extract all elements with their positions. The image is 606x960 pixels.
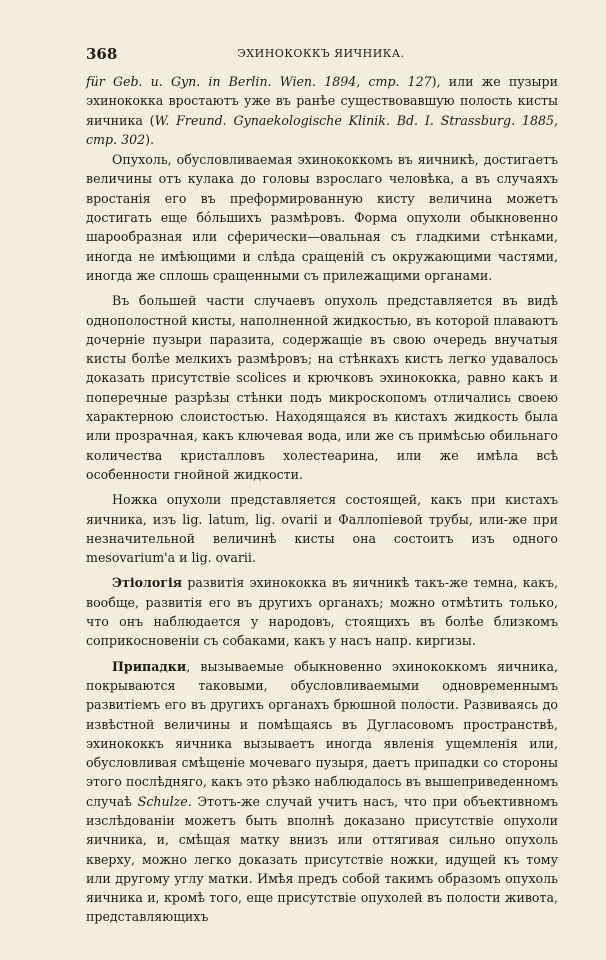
page-body <box>86 72 558 928</box>
page-header <box>86 44 556 64</box>
citation-text-2: ). <box>145 131 155 147</box>
paragraph-pedicle: Ножка опухоли представляется состоящей, какъ при кистахъ яичника, изъ lig. latum, lig. ovarii и Фаллопіевой трубы, или-же при незначительной величинѣ кисты она состоитъ изъ одного mesovarium'a и lig. ovarii. <box>86 492 558 566</box>
symptoms-text-2: . Этотъ-же случай учитъ насъ, что при объективномъ изслѣдованіи можетъ быть вполнѣ доказано присутствіе опухоли яичника, и, смѣщая матку внизъ или оттягивая сильно опухоль кверху, можно легко доказать присутствіе ножки, идущей къ тому или другому углу матки. Имѣя предъ собой такимъ образомъ опухоль яичника и, кромѣ того, еще присутствіе опухолей въ полости живота, представляющихъ <box>86 793 559 925</box>
paragraph-etiology <box>86 573 558 650</box>
paragraph-cyst-structure: Въ большей части случаевъ опухоль представляется въ видѣ однополостной кисты, наполненной жидкостью, въ которой плаваютъ дочерніе пузыри паразита, содержащіе въ свою очередь внучатыя кисты болѣе мелкихъ размѣровъ; на стѣнкахъ кистъ легко удавалось доказать присутствіе scolices и крючковъ эхинококка, равно какъ и поперечные разрѣзы стѣнки подъ микроскопомъ отличались своею характерною слоистостью. Находящаяся въ кистахъ жидкость была или прозрачная, какъ ключевая вода, или же съ примѣсью обильнаго количества кристалловъ холестеарина, или же имѣла всѣ особенности гнойной жидкости. <box>86 293 558 482</box>
symptoms-heading: Припадки <box>112 658 187 674</box>
paragraph-tumor-size: Опухоль, обусловливаемая эхинококкомъ въ яичникѣ, достигаетъ величины отъ кулака до головы взрослаго человѣка, а въ случаяхъ врoстанія его въ преформированную кисту величина можетъ достигать еще бóльшихъ размѣровъ. Форма опухоли обыкновенно шарообразная или сферически—овальная съ гладкими стѣнками, иногда не имѣющими и слѣда сращеній съ окружающими частями, иногда же сплошь сращенными съ прилежащими органами. <box>86 152 558 283</box>
page-number: 368 <box>86 45 118 63</box>
citation-text-1: ), или же пузыри эхинококка врoстаютъ уже въ ранѣе существовавшую полость кисты яичника ( <box>86 74 559 128</box>
running-title: ЭХИНОКОККЪ ЯИЧНИКА. <box>237 47 405 60</box>
paragraph-citation <box>86 72 558 149</box>
paragraph-symptoms <box>86 657 558 927</box>
symptoms-text-1: , вызываемые обыкновенно эхинококкомъ яичника, покрываются таковыми, обусловливаемыми одновременнымъ развитіемъ его въ другихъ органахъ брюшной полости. Развиваясь до извѣстной величины и помѣщаясь въ Дугласовомъ пространствѣ, эхинококкъ яичника вызываетъ иногда явленія ущемленія или, обусловливая смѣщеніе мочеваго пузыря, даетъ припадки со стороны этого послѣдняго, какъ это рѣзко наблюдалось въ вышеприведенномъ случаѣ <box>86 658 558 809</box>
citation-italic-1: für Geb. u. Gyn. in Berlin. Wien. 1894, стр. 127 <box>86 74 432 89</box>
citation-italic-2: W. Freund. Gynaekologische Klinik. Bd. I. Strassburg. 1885, стр. 302 <box>86 112 558 147</box>
etiology-heading: Этіологія <box>112 575 183 591</box>
etiology-text: развитія эхинококка въ яичникѣ такъ-же темна, какъ, вообще, развитія его въ другихъ органахъ; можно отмѣтить только, что онъ наблюдается у народовъ, стоящихъ въ болѣе близкомъ соприкосновеніи съ собаками, какъ у насъ напр. киргизы. <box>86 575 558 649</box>
author-name-schulze: Schulze <box>137 793 188 809</box>
